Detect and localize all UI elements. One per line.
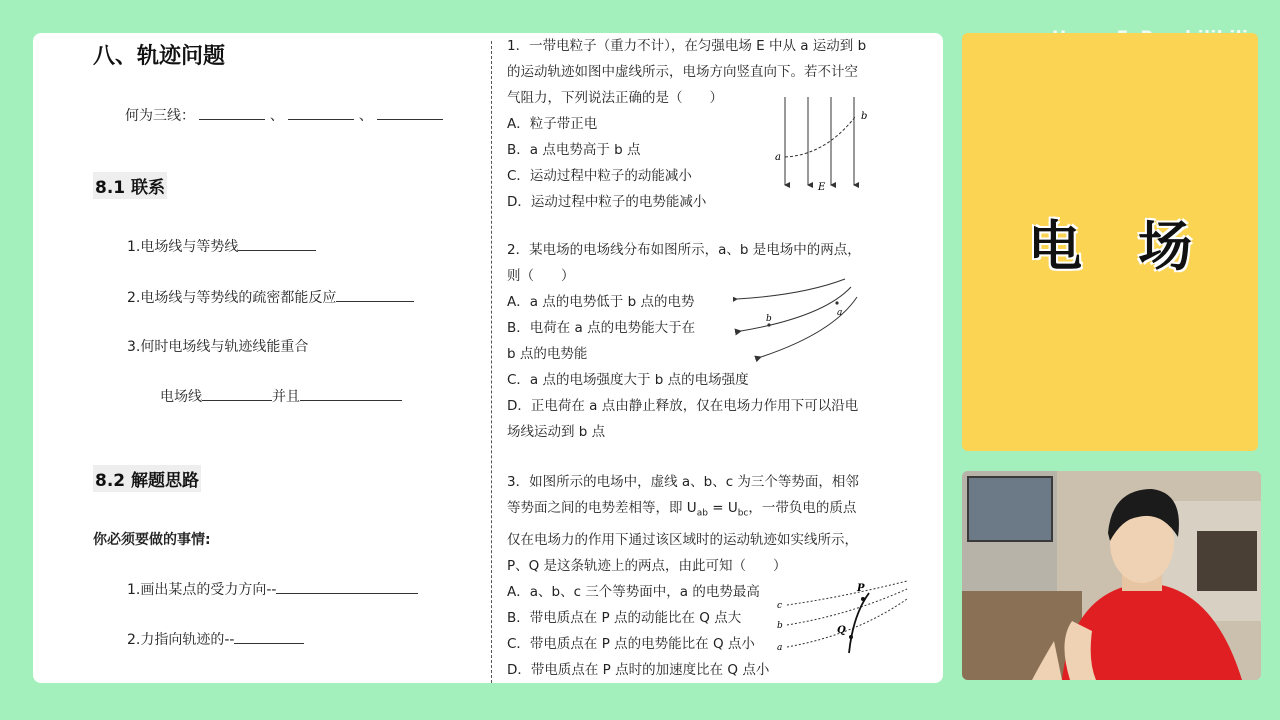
questions-column: [505, 33, 935, 683]
label-c: c: [777, 601, 783, 611]
question-line: 则（ ）: [507, 268, 575, 284]
blank-field: [336, 287, 414, 302]
option-d: D．运动过程中粒子的电势能减小: [507, 194, 707, 210]
equipotential-figure: [773, 575, 911, 655]
label-e: E: [818, 182, 826, 193]
label-a: a: [775, 152, 781, 163]
label-b: b: [861, 111, 868, 122]
notes-column: [33, 33, 491, 683]
blank-field: [288, 105, 354, 120]
column-divider: [491, 41, 492, 683]
topic-title: 电场: [1028, 214, 1248, 278]
blank-field: [377, 105, 443, 120]
option-a: A．a、b、c 三个等势面中，a 的电势最高: [507, 583, 760, 600]
uniform-field-figure: [775, 93, 875, 198]
condition-row: [160, 386, 402, 406]
list-item: [127, 336, 308, 356]
option-a: A．a 点的电势低于 b 点的电势: [507, 294, 695, 310]
list-item: [127, 579, 418, 599]
item-text: 2.力指向轨迹的--: [127, 632, 235, 648]
topic-panel: [962, 33, 1258, 451]
option-b: B．a 点电势高于 b 点: [507, 142, 641, 158]
label-a: a: [837, 308, 843, 318]
list-item: [127, 629, 304, 649]
question-line: 的运动轨迹如图中虚线所示，电场方向竖直向下。若不计空: [507, 64, 858, 80]
page-title: 八、轨迹问题: [93, 44, 226, 69]
blank-field: [199, 105, 265, 120]
field-line: [737, 279, 845, 299]
text-part: ，一带负电的质点: [748, 500, 857, 516]
equipotential-c: [787, 581, 907, 605]
option-d: D．带电质点在 P 点时的加速度比在 Q 点小: [507, 661, 770, 678]
cond-text: 电场线: [160, 389, 202, 405]
blank-field: [276, 579, 418, 594]
field-line: [741, 287, 851, 331]
three-lines-row: [125, 105, 443, 125]
list-item: [127, 287, 414, 307]
option-b: B．带电质点在 P 点的动能比在 Q 点大: [507, 609, 742, 626]
field-line: [761, 297, 857, 357]
item-text: 1.画出某点的受力方向--: [127, 582, 277, 598]
trajectory-path: [785, 117, 855, 157]
option-d-cont: 场线运动到 b 点: [507, 424, 606, 440]
separator: 、: [358, 108, 373, 124]
must-do-label: 你必须要做的事情:: [93, 532, 211, 548]
section-heading: 8.1 联系: [93, 172, 167, 199]
point-p: [861, 597, 865, 601]
item-text: 3.何时电场线与轨迹线能重合: [127, 339, 309, 355]
option-b: B．电荷在 a 点的电势能大于在: [507, 320, 696, 336]
document-page: [33, 33, 943, 683]
option-c: C．带电质点在 P 点的电势能比在 Q 点小: [507, 635, 755, 652]
question-line: 气阻力，下列说法正确的是（ ）: [507, 90, 723, 106]
point-a: [835, 301, 838, 304]
question-line: P、Q 是这条轨迹上的两点，由此可知（ ）: [507, 557, 787, 574]
option-c: C．a 点的电场强度大于 b 点的电场强度: [507, 372, 749, 388]
blank-field: [202, 386, 272, 401]
item-text: 2.电场线与等势线的疏密都能反应: [127, 290, 337, 306]
blank-field: [238, 236, 316, 251]
question-line: 2．某电场的电场线分布如图所示，a、b 是电场中的两点，: [507, 242, 861, 258]
trajectory-path: [849, 593, 869, 653]
question-line: 1．一带电粒子（重力不计），在匀强电场 E 中从 a 运动到 b: [507, 38, 867, 54]
point-q: [849, 635, 853, 639]
three-lines-label: 何为三线：: [125, 108, 195, 124]
field-lines-figure: [733, 273, 863, 363]
cond-text: 并且: [272, 389, 300, 405]
list-item: [127, 236, 316, 256]
question-line: [507, 495, 859, 527]
question-line: 仅在电场力的作用下通过该区域时的运动轨迹如实线所示，: [507, 531, 858, 548]
label-q: Q: [837, 625, 846, 636]
label-p: P: [857, 583, 865, 594]
label-a: a: [777, 643, 783, 653]
option-a: A．粒子带正电: [507, 116, 598, 132]
text-part: 等势面之间的电势差相等，即 U: [507, 500, 697, 516]
label-b: b: [777, 621, 783, 631]
text-part: = U: [707, 500, 738, 516]
webcam-image: [962, 471, 1261, 680]
option-b-cont: b 点的电势能: [507, 346, 588, 362]
subscript: ab: [696, 508, 708, 519]
label-b: b: [766, 314, 772, 324]
section-heading: 8.2 解题思路: [93, 465, 201, 492]
webcam-overlay: [962, 471, 1261, 680]
blank-field: [234, 629, 304, 644]
option-c: C．运动过程中粒子的动能减小: [507, 168, 692, 184]
blank-field: [300, 386, 402, 401]
equipotential-a: [787, 599, 907, 647]
question-line: 3．如图所示的电场中，虚线 a、b、c 为三个等势面，相邻: [507, 474, 859, 490]
item-text: 1.电场线与等势线: [127, 239, 239, 255]
wall-painting: [968, 477, 1052, 541]
subscript: bc: [737, 508, 749, 519]
option-d: D．正电荷在 a 点由静止释放，仅在电场力作用下可以沿电: [507, 398, 859, 414]
separator: 、: [269, 108, 284, 124]
